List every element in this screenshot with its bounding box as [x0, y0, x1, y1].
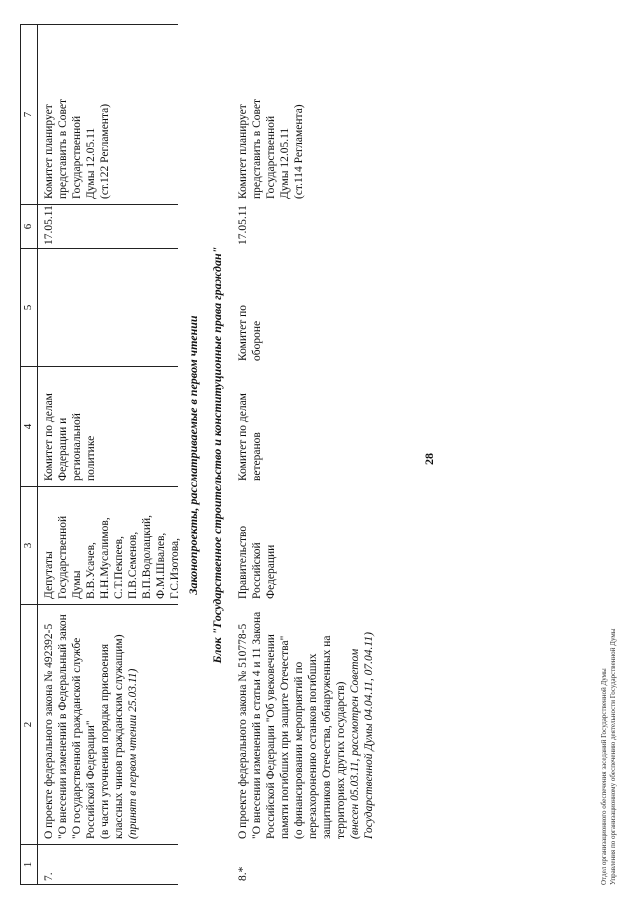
row-8-description: О проекте федерального закона № 510778-5 "О внесении изменений в статьи 4 и 11 Закона Российской Федерации "Об увековечении памяти погибших при защите Отечества" (о финансировании мероприятий по перезахоронению останков погибших защитников Отечества, обнаруженных на территориях других государств) (внесен 05.03.11, рассмотрен Советом Государственной Думы 04.04.11, 07.04.11) — [237, 611, 375, 839]
section-heading: Законопроекты, рассматриваемые в первом чтении — [186, 315, 200, 595]
header-col-1: 1 — [21, 845, 38, 885]
row-8-initiator: Правительство Российской Федерации — [237, 525, 277, 599]
table-header — [20, 24, 38, 885]
row-8-committee: Комитет по делам ветеранов — [237, 393, 263, 481]
row-8-co-executor: Комитет по обороне — [237, 305, 263, 361]
header-col-2: 2 — [21, 605, 38, 845]
footer: Отдел организационного обеспечения заседаний Государственной Думы Управления по организационному обеспечению деятельности Государственной Думы — [600, 628, 617, 885]
table-body — [38, 25, 598, 885]
row-7-description: О проекте федерального закона № 492392-5 "О внесении изменений в Федеральный закон "О государственной гражданской службе Российской Федерации" (в части уточнения порядка присвоения классных чинов гражданским служащим) (принят в первом чтении 25.03.11) — [43, 614, 139, 839]
header-col-6: 6 — [21, 205, 38, 249]
header-col-5: 5 — [21, 249, 38, 367]
header-col-7: 7 — [21, 25, 38, 205]
row-8-note: Комитет планирует представить в Совет Государственной Думы 12.05.11 (ст.114 Регламента) — [237, 98, 305, 199]
row-7-number: 7. — [43, 872, 55, 881]
row-7-committee: Комитет по делам Федерации и региональной политике — [43, 393, 97, 481]
row-7-initiator: Депутаты Государственной Думы В.В.Усачев, Н.Н.Мусалимов, С.Т.Пекпеев, П.В.Семенов, В.П.Водолацкий, Ф.М.Швалев, Г.С.Изотова, — [43, 514, 181, 599]
row-7-note: Комитет планирует представить в Совет Государственной Думы 12.05.11 (ст.122 Регламента) — [43, 98, 111, 199]
row-8-date: 17.05.11 — [237, 205, 249, 245]
row-7-date: 17.05.11 — [43, 205, 55, 245]
header-col-3: 3 — [21, 487, 38, 605]
page-number: 28 — [422, 453, 436, 465]
row-8-number: 8.* — [237, 866, 249, 881]
block-heading: Блок "Государственное строительство и конституционные права граждан" — [210, 246, 224, 664]
header-col-4: 4 — [21, 367, 38, 487]
